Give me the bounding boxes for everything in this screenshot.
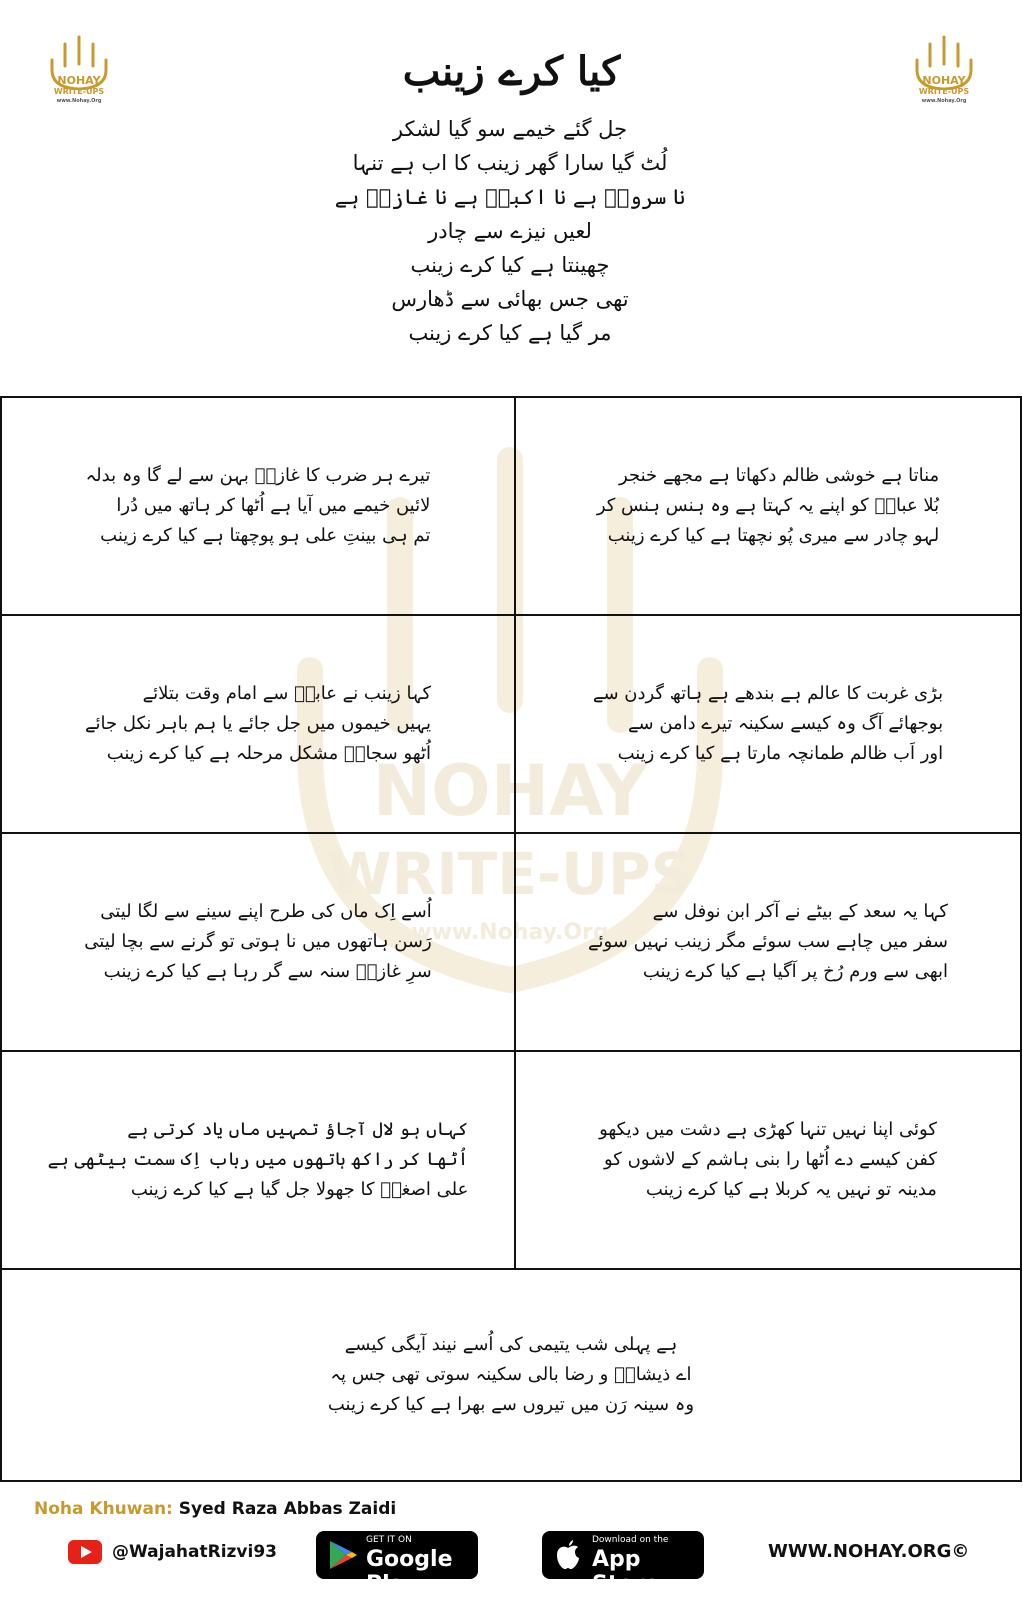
google-play-label: Google Play: [366, 1547, 453, 1597]
stanza-line: علی اصغرؑ کا جھولا جل گیا ہے کیا کرے زینب: [130, 1179, 469, 1200]
logo-left-line2: WRITE-UPS: [53, 87, 105, 96]
stanza-line: بوجھائے آگ وہ کیسے سکینہ تیرے دامن سے: [627, 713, 944, 734]
stanza-text: [597, 461, 939, 551]
noha-khuwan-credit: [34, 1499, 396, 1519]
stanza-line: اور اَب ظالم طمانچہ مارتا ہے کیا کرے زینب: [617, 743, 944, 764]
stanza-line: کہا یہ سعد کے بیٹے نے آکر ابن نوفل سے: [652, 901, 949, 922]
page-title: کیا کرے زینب: [402, 48, 621, 95]
watermark-line3: www.Nohay.Org: [411, 920, 609, 945]
youtube-handle: @WajahatRizvi93: [112, 1542, 277, 1562]
watermark-line2: WRITE-UPS: [327, 840, 693, 908]
stanza-line: تیرے ہر ضرب کا غازیؑ بہن سے لے گا وہ بدلہ: [85, 465, 431, 486]
app-store-badge[interactable]: [542, 1531, 704, 1597]
stanza-cell: [514, 1050, 1022, 1270]
stanza-line: کفن کیسے دے اُٹھا را بنی ہاشم کے لاشوں کو: [604, 1149, 937, 1170]
youtube-icon: [68, 1540, 102, 1564]
stanza-cell: [0, 1050, 516, 1270]
app-store-small-text: Download on the: [592, 1535, 669, 1545]
stanza-text: [593, 679, 943, 769]
stanza-line: اُٹھو سجادؑ مشکل مرحلہ ہے کیا کرے زینب: [106, 743, 432, 764]
stanza-text: [48, 1115, 469, 1205]
stanza-line: اُسے اِک ماں کی طرح اپنے سینے سے لگا لیتی: [100, 901, 432, 922]
intro-stanza: [230, 112, 790, 350]
stanza-line: تم ہی بینتِ علی ہو پوچھتا ہے کیا کرے زینب: [100, 525, 431, 546]
stanza-cell: [0, 396, 516, 616]
stanza-cell: [0, 832, 516, 1052]
google-play-badge[interactable]: [316, 1531, 478, 1597]
logo-right-line2: WRITE-UPS: [918, 87, 970, 96]
stanza-line: لائیں خیمے میں آیا ہے اُٹھا کر ہاتھ میں دُرا: [116, 495, 431, 516]
logo-left-line3: www.Nohay.Org: [56, 98, 102, 104]
noha-khuwan-name: Syed Raza Abbas Zaidi: [178, 1499, 397, 1519]
intro-line: چھینتا ہے کیا کرے زینب: [410, 253, 610, 277]
stanza-cell: [514, 614, 1022, 834]
stanza-line: کہا زینب نے عابدؑ سے امام وقت بتلائے: [142, 683, 432, 704]
stanza-cell: [514, 832, 1022, 1052]
stanza-line: رَسن ہاتھوں میں نا ہوتی تو گرنے سے بچا لیتی: [84, 931, 432, 952]
stanza-line: سرِ غازیؑ سنہ سے گر رہا ہے کیا کرے زینب: [103, 961, 432, 982]
intro-line: لعیں نیزے سے چادر: [428, 219, 592, 243]
stanza-line: لہو چادر سے میری پُو نچھتا ہے کیا کرے زینب: [607, 525, 940, 546]
stanza-text: [84, 897, 431, 987]
google-play-small-text: GET IT ON: [366, 1535, 412, 1545]
stanza-line: بڑی غربت کا عالم ہے بندھے ہے ہاتھ گردن سے: [592, 683, 944, 704]
stanza-line: کہاں ہو لال آجاؤ تمہیں ماں یاد کرتی ہے: [127, 1119, 469, 1140]
final-stanza-text: [328, 1330, 694, 1420]
stanza-grid: [0, 396, 1023, 1482]
stanza-line: ابھی سے ورم رُخ پر آگیا ہے کیا کرے زینب: [642, 961, 949, 982]
stanza-line: مناتا ہے خوشی ظالم دکھاتا ہے مجھے خنجر: [619, 465, 940, 486]
stanza-line: بُلا عباسؑ کو اپنے یہ کہتا ہے وہ ہنس ہنس کر: [596, 495, 940, 516]
stanza-text: [599, 1115, 937, 1205]
stanza-line: کوئی اپنا نہیں تنہا کھڑی ہے دشت میں دیکھو: [599, 1119, 937, 1140]
intro-line: نا سرورؑ ہے نا اکبرؑ ہے نا غازیؑ ہے: [334, 185, 686, 209]
stanza-line: اے ذیشانؔ و رضا بالی سکینہ سوتی تھی جس پہ: [330, 1364, 692, 1385]
stanza-line: مدینہ تو نہیں یہ کربلا ہے کیا کرے زینب: [645, 1179, 937, 1200]
final-stanza-cell: [0, 1268, 1022, 1482]
stanza-cell: [0, 614, 516, 834]
stanza-text: [85, 679, 431, 769]
stanza-line: وہ سینہ رَن میں تیروں سے بھرا ہے کیا کرے زینب: [327, 1394, 695, 1415]
stanza-line: سفر میں چاہے سب سوئے مگر زینب نہیں سوئے: [587, 931, 949, 952]
youtube-link[interactable]: [68, 1540, 277, 1564]
google-play-icon: [328, 1539, 358, 1571]
logo-right-line3: www.Nohay.Org: [921, 98, 967, 104]
intro-line: لُٹ گیا سارا گھر زینب کا اب ہے تنہا: [352, 151, 668, 175]
intro-line: مر گیا ہے کیا کرے زینب: [408, 321, 612, 345]
stanza-line: اُٹھا کر راکھ ہاتھوں میں رباب اِک سمت بیٹھی ہے: [47, 1149, 469, 1170]
watermark-line1: NOHAY: [372, 750, 648, 832]
logo-right-line1: NOHAY: [922, 74, 966, 87]
logo-left: [42, 34, 116, 112]
website-link[interactable]: WWW.NOHAY.ORG©: [768, 1541, 970, 1562]
stanza-line: ہے پہلی شب یتیمی کی اُسے نیند آیگی کیسے: [344, 1334, 678, 1355]
stanza-line: یہیں خیموں میں جل جائے یا ہم باہر نکل جائے: [84, 713, 432, 734]
stanza-text: [86, 461, 431, 551]
intro-line: تھی جس بھائی سے ڈھارس: [391, 287, 629, 311]
apple-icon: [554, 1539, 582, 1571]
stanza-text: [588, 897, 948, 987]
app-store-label: App Store: [592, 1547, 660, 1597]
logo-left-line1: NOHAY: [57, 74, 101, 87]
noha-khuwan-label: Noha Khuwan:: [34, 1499, 173, 1519]
intro-line: جل گئے خیمے سو گیا لشکر: [392, 117, 628, 141]
stanza-cell: [514, 396, 1022, 616]
logo-right: [907, 34, 981, 112]
